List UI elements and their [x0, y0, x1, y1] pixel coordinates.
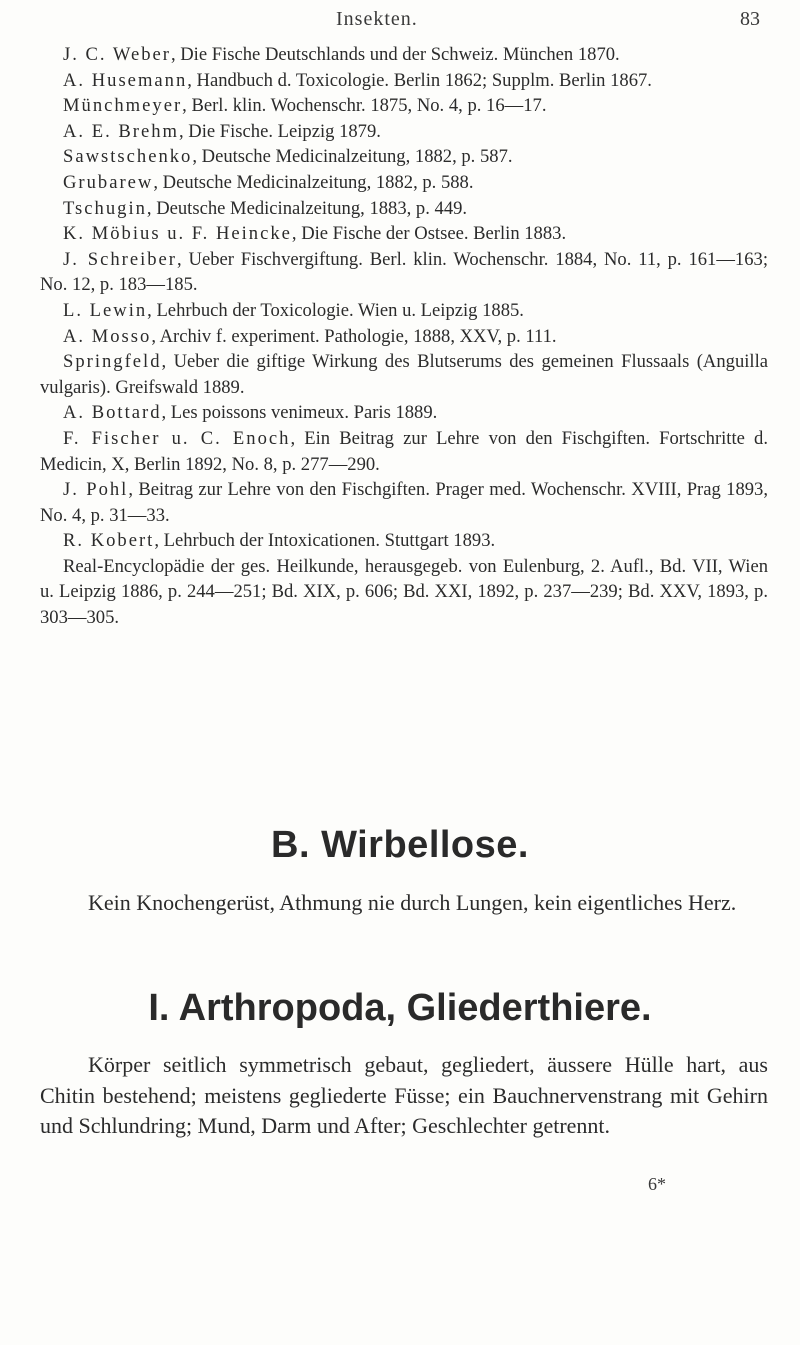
reference-text: , Deutsche Medicinalzeitung, 1882, p. 587. — [192, 146, 513, 168]
reference-text: , Deutsche Medicinalzeitung, 1882, p. 588. — [153, 171, 474, 193]
reference-entry — [40, 554, 768, 631]
reference-author: A. Husemann — [63, 69, 188, 91]
reference-text: , Deutsche Medicinalzeitung, 1883, p. 449. — [146, 197, 468, 219]
reference-entry — [40, 528, 768, 554]
reference-text: , Beitrag zur Lehre von den Fischgiften. Prager med. Wochenschr. XVIII, Prag 1893, No. 4, p. 31—33. — [40, 479, 768, 526]
reference-entry — [40, 170, 768, 196]
reference-text: , Die Fische der Ostsee. Berlin 1883. — [291, 223, 567, 245]
page-number: 83 — [740, 8, 760, 30]
reference-entry — [40, 68, 768, 94]
reference-entry — [40, 324, 768, 350]
reference-entry — [40, 298, 768, 324]
reference-author: Grubarew — [63, 171, 154, 193]
reference-text: , Berl. klin. Wochenschr. 1875, No. 4, p. 16—17. — [182, 95, 547, 117]
reference-list — [40, 42, 768, 631]
reference-author: L. Lewin — [63, 299, 148, 321]
reference-author: Sawstschenko — [63, 146, 193, 168]
reference-entry — [40, 144, 768, 170]
reference-entry — [40, 93, 768, 119]
reference-text: , Lehrbuch der Intoxicationen. Stuttgart 1893. — [154, 530, 496, 552]
reference-author: R. Kobert — [63, 530, 155, 552]
reference-author: J. Schreiber — [63, 248, 177, 270]
section-description-arthropoda: Körper seitlich symmetrisch gebaut, gegliedert, äussere Hülle hart, aus Chitin bestehend; meistens gegliederte Füsse; ein Bauchnervenstrang mit Gehirn und Schlundring; Mund, Darm und After; Geschlechter getrennt. — [40, 1052, 768, 1138]
reference-author: J. C. Weber — [63, 44, 171, 65]
reference-entry — [40, 221, 768, 247]
reference-text: Real-Encyclopädie der ges. Heilkunde, herausgegeb. von Eulenburg, 2. Aufl., Bd. VII, Wien u. Leipzig 1886, p. 244—251; Bd. XIX, p. 606; Bd. XXI, 1892, p. 237—239; Bd. XXV, 1893, p. 303—305. — [40, 555, 768, 629]
reference-entry — [40, 477, 768, 528]
reference-author: Springfeld — [63, 351, 162, 373]
reference-author: A. E. Brehm — [63, 120, 179, 142]
reference-entry — [40, 247, 768, 298]
reference-entry — [40, 196, 768, 222]
reference-author: J. Pohl — [63, 479, 129, 501]
reference-entry — [40, 119, 768, 145]
reference-author: A. Mosso — [63, 325, 152, 347]
reference-text: , Handbuch d. Toxicologie. Berlin 1862; Supplm. Berlin 1867. — [187, 69, 652, 91]
reference-author: Münchmeyer — [63, 95, 183, 117]
reference-text: , Ein Beitrag zur Lehre von den Fischgiften. Fortschritte d. Medicin, X, Berlin 1892, No. 8, p. 277—290. — [40, 427, 768, 475]
page-header — [0, 8, 800, 38]
section-heading-arthropoda: I. Arthropoda, Gliederthiere. — [148, 987, 652, 1029]
reference-text: , Die Fische. Leipzig 1879. — [179, 120, 381, 142]
reference-text: , Ueber die giftige Wirkung des Blutserums des gemeinen Flussaals (Anguilla vulgaris). Greifswald 1889. — [40, 351, 768, 398]
reference-author: A. Bottard — [63, 402, 162, 424]
reference-entry — [40, 42, 768, 68]
reference-text: , Lehrbuch der Toxicologie. Wien u. Leipzig 1885. — [147, 299, 524, 321]
reference-text: , Ueber Fischvergiftung. Berl. klin. Wochenschr. 1884, No. 11, p. 161—163; No. 12, p. 183—185. — [40, 248, 768, 296]
reference-author: K. Möbius u. F. Heincke — [63, 223, 292, 245]
printer-signature-mark: 6* — [648, 1174, 666, 1194]
reference-text: , Archiv f. experiment. Pathologie, 1888, XXV, p. 111. — [151, 325, 557, 347]
section-description-wirbellose: Kein Knochengerüst, Athmung nie durch Lungen, kein eigentliches Herz. — [88, 890, 737, 915]
reference-text: , Les poissons venimeux. Paris 1889. — [161, 402, 438, 424]
section-heading-wirbellose: B. Wirbellose. — [271, 824, 529, 866]
reference-author: F. Fischer u. C. Enoch — [63, 427, 291, 449]
reference-text: , Die Fische Deutschlands und der Schweiz. München 1870. — [170, 44, 620, 65]
reference-entry — [40, 400, 768, 426]
reference-entry — [40, 349, 768, 400]
running-title: Insekten. — [336, 8, 418, 30]
reference-entry — [40, 426, 768, 477]
reference-author: Tschugin — [63, 197, 147, 219]
